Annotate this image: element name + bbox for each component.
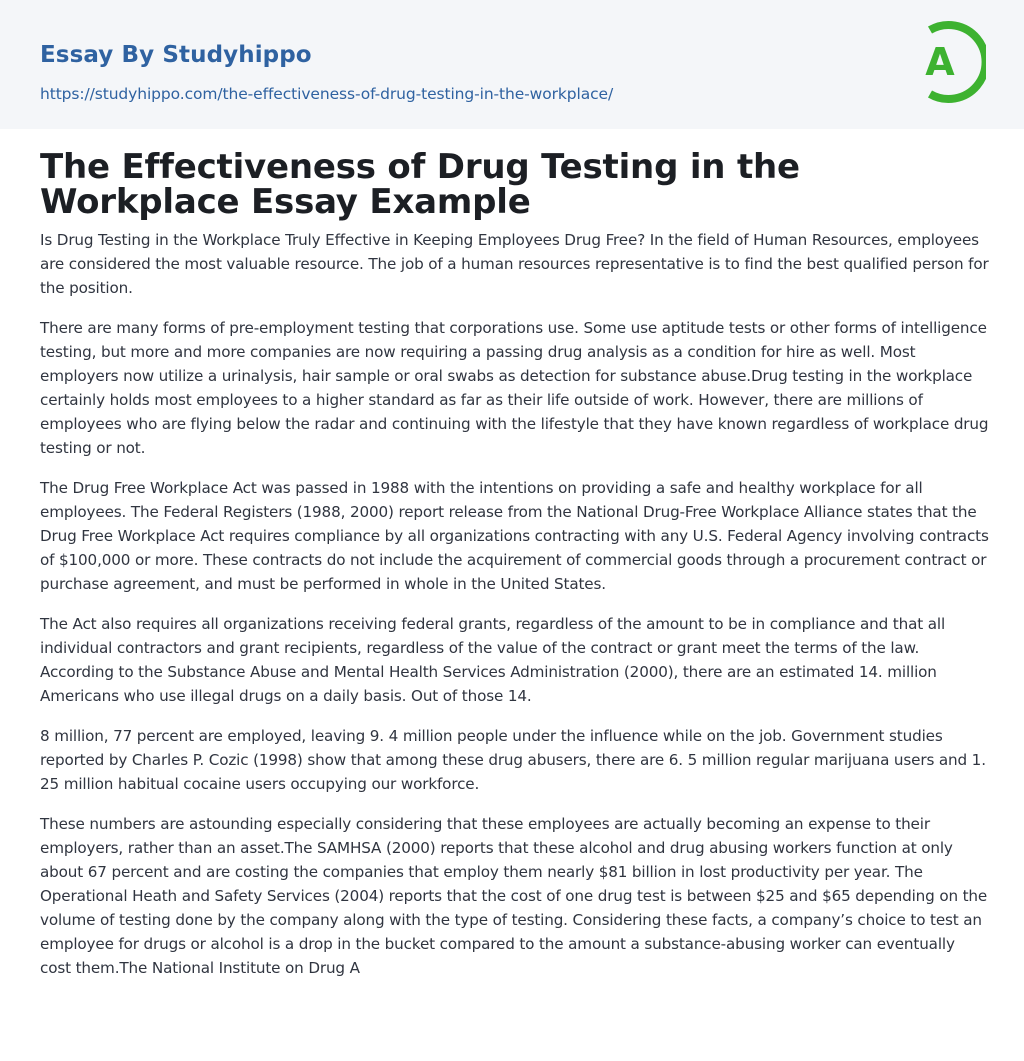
article-paragraph: Is Drug Testing in the Workplace Truly Effective in Keeping Employees Drug Free? In the field of Human Resources, employees are considered the most valuable resource. The job of a human resources representative is to find the best qualified person for the position. bbox=[40, 231, 989, 297]
logo-letter: A bbox=[925, 40, 955, 84]
article-body bbox=[40, 228, 990, 996]
article-paragraph: 8 million, 77 percent are employed, leaving 9. 4 million people under the influence while on the job. Government studies reported by Charles P. Cozic (1998) show that among these drug abusers, there are 6. 5 million regular marijuana users and 1. 25 million habitual cocaine users occupying our workforce. bbox=[40, 727, 986, 793]
article-paragraph: There are many forms of pre-employment testing that corporations use. Some use aptitude tests or other forms of intelligence testing, but more and more companies are now requiring a passing drug analysis as a condition for hire as well. Most employers now utilize a urinalysis, hair sample or oral swabs as detection for substance abuse.Drug testing in the workplace certainly holds most employees to a higher standard as far as their life outside of work. However, there are millions of employees who are flying below the radar and continuing with the lifestyle that they have known regardless of workplace drug testing or not. bbox=[40, 319, 989, 457]
brand-title[interactable]: Essay By Studyhippo bbox=[40, 42, 312, 68]
article-paragraph: The Drug Free Workplace Act was passed in 1988 with the intentions on providing a safe and healthy workplace for all employees. The Federal Registers (1988, 2000) report release from the National Drug-Free Workplace Alliance states that the Drug Free Workplace Act requires compliance by all organizations contracting with any U.S. Federal Agency involving contracts of $100,000 or more. These contracts do not include the acquirement of commercial goods through a procurement contract or purchase agreement, and must be performed in whole in the United States. bbox=[40, 479, 989, 593]
studyhippo-logo-icon[interactable] bbox=[912, 20, 986, 104]
article-title: The Effectiveness of Drug Testing in the Workplace Essay Example bbox=[40, 147, 800, 222]
site-header bbox=[0, 0, 1024, 129]
article-paragraph: The Act also requires all organizations receiving federal grants, regardless of the amount to be in compliance and that all individual contractors and grant recipients, regardless of the value of the contract or grant meet the terms of the law. According to the Substance Abuse and Mental Health Services Administration (2000), there are an estimated 14. million Americans who use illegal drugs on a daily basis. Out of those 14. bbox=[40, 615, 946, 705]
article-paragraph: These numbers are astounding especially considering that these employees are actually becoming an expense to their employers, rather than an asset.The SAMHSA (2000) reports that these alcohol and drug abusing workers function at only about 67 percent and are costing the companies that employ them nearly $81 billion in lost productivity per year. The Operational Heath and Safety Services (2004) reports that the cost of one drug test is between $25 and $65 depending on the volume of testing done by the company along with the type of testing. Considering these facts, a company’s choice to test an employee for drugs or alcohol is a drop in the bucket compared to the amount a substance-abusing worker can eventually cost them.The National Institute on Drug A bbox=[40, 815, 988, 977]
source-url-link[interactable]: https://studyhippo.com/the-effectiveness-of-drug-testing-in-the-workplace/ bbox=[40, 85, 614, 103]
